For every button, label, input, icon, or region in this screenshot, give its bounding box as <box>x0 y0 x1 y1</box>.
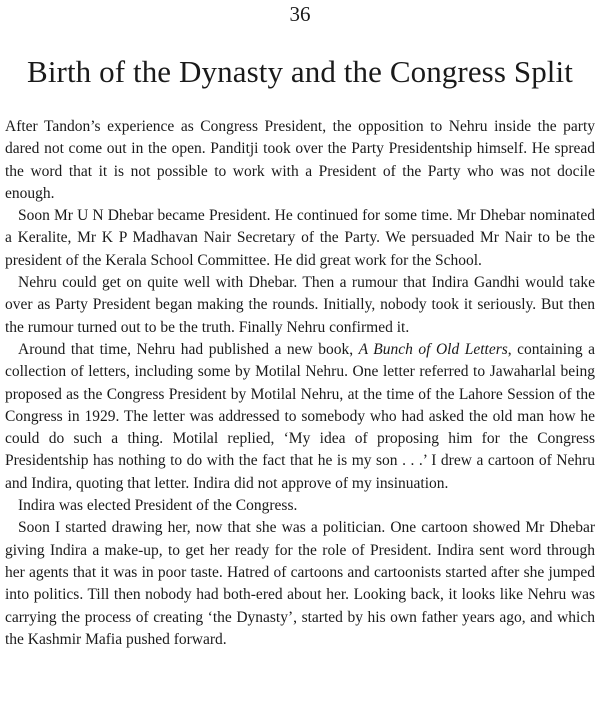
page-number: 36 <box>289 2 311 26</box>
paragraph-1: After Tandon’s experience as Congress President, the opposition to Nehru inside the party dared not come out in the open. Panditji took over the Party Presidentship himself. He spread the word that it is not possible to work with a President of the Party who was not docile enough. <box>5 118 595 202</box>
book-title: A Bunch of Old Letters <box>358 340 508 358</box>
paragraph-4-after: , containing a collection of letters, including some by Motilal Nehru. One letter referred to Jawaharlal being proposed as the Congress President by Motilal Nehru, at the time of the Lahore Session of the Congress in 1929. The letter was addressed to somebody who had asked the old man how he could do such a thing. Motilal replied, ‘My idea of proposing him for the Congress Presidentship has nothing to do with the fact that he is my son . . .’ I drew a cartoon of Nehru and Indira, quoting that letter. Indira did not approve of my insinuation. <box>5 340 596 492</box>
chapter-title: Birth of the Dynasty and the Congress Split <box>27 54 573 89</box>
paragraph-6: Soon I started drawing her, now that she was a politician. One cartoon showed Mr Dhebar giving Indira a make-up, to get her ready for the role of President. Indira sent word through her agents that it was in poor taste. Hatred of cartoons and cartoonists started after she jumped into politics. Till then nobody had both-ered about her. Looking back, it looks like Nehru was carrying the process of creating ‘the Dynasty’, started by his own father years ago, and which the Kashmir Mafia pushed forward. <box>5 519 595 648</box>
paragraph-2: Soon Mr U N Dhebar became President. He continued for some time. Mr Dhebar nominated a Keralite, Mr K P Madhavan Nair Secretary of the Party. We persuaded Mr Nair to be the president of the Kerala School Committee. He did great work for the School. <box>5 207 595 269</box>
chapter-body <box>5 116 595 651</box>
paragraph-4 <box>5 339 595 495</box>
paragraph-3: Nehru could get on quite well with Dhebar. Then a rumour that Indira Gandhi would take over as Party President began making the rounds. Initially, nobody took it seriously. But then the rumour turned out to be the truth. Finally Nehru confirmed it. <box>5 274 595 336</box>
paragraph-4-before: Around that time, Nehru had published a new book, <box>18 340 359 358</box>
paragraph-5: Indira was elected President of the Congress. <box>18 497 298 515</box>
